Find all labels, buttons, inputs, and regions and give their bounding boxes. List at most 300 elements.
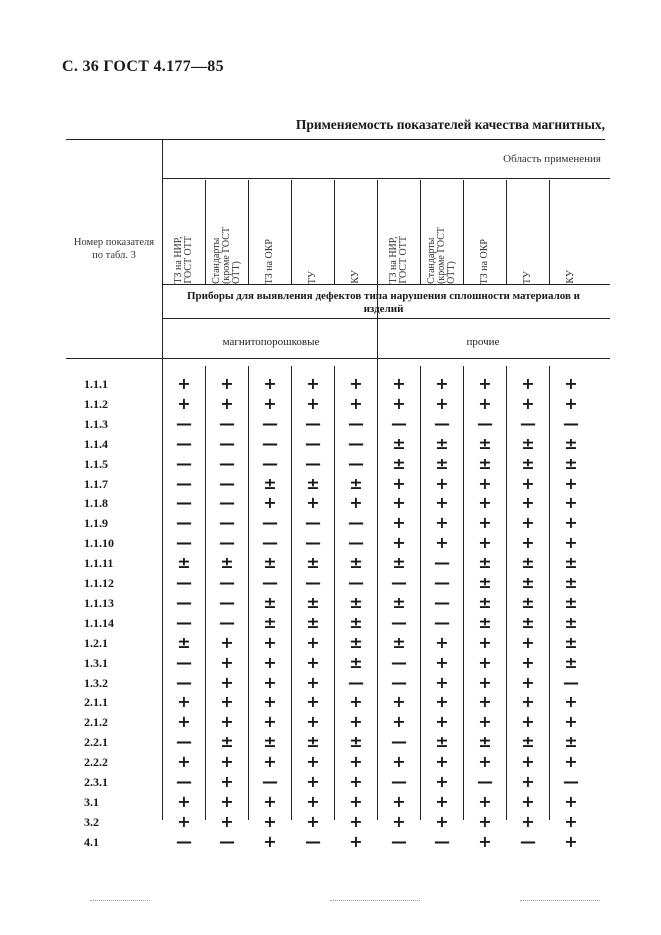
table-cell: ± <box>521 573 535 592</box>
grid-hline <box>66 358 610 359</box>
table-cell: + <box>263 712 277 732</box>
table-cell: + <box>263 393 277 413</box>
table-cell: + <box>478 513 492 533</box>
row-number: 1.1.4 <box>84 436 108 451</box>
table-cell: — <box>176 413 192 433</box>
table-cell: + <box>263 692 277 712</box>
table-cell: + <box>177 393 191 413</box>
table-cell: — <box>219 573 235 592</box>
row-number: 1.1.10 <box>84 536 114 551</box>
table-cell: + <box>564 473 578 493</box>
table-cell: + <box>220 632 234 652</box>
table-cell: + <box>521 712 535 732</box>
column-header-label: ТЗ на НИР, ГОСТ ОТТ <box>388 236 409 284</box>
table-cell: ± <box>521 433 535 453</box>
table-cell: + <box>521 473 535 493</box>
column-header-label: ТЗ на НИР, ГОСТ ОТТ <box>173 236 194 284</box>
table-cell: ± <box>564 632 578 652</box>
table-cell: + <box>521 692 535 712</box>
grid-vline <box>248 366 249 820</box>
table-cell: — <box>391 732 407 752</box>
table-cell: + <box>521 393 535 413</box>
table-cell: + <box>564 692 578 712</box>
table-cell: + <box>392 513 406 533</box>
table-cell: + <box>220 652 234 672</box>
table-cell: + <box>435 473 449 493</box>
table-cell: — <box>176 772 192 791</box>
table-cell: + <box>564 513 578 533</box>
table-cell: + <box>349 712 363 732</box>
scan-noise <box>90 900 150 902</box>
table-cell: + <box>564 493 578 513</box>
row-number: 2.1.1 <box>84 695 108 710</box>
table-cell: + <box>220 393 234 413</box>
table-cell: — <box>176 573 192 592</box>
table-cell: + <box>564 533 578 553</box>
column-header-label: ТЗ на ОКР <box>479 238 490 284</box>
table-cell: — <box>219 433 235 453</box>
table-cell: ± <box>564 652 578 672</box>
table-cell: ± <box>349 732 363 752</box>
table-cell: + <box>521 533 535 553</box>
table-cell: — <box>391 612 407 632</box>
row-number: 1.1.9 <box>84 516 108 531</box>
table-cell: + <box>392 712 406 732</box>
table-cell: — <box>348 533 364 553</box>
column-header-label: ТУ <box>522 270 533 284</box>
table-cell: + <box>177 752 191 772</box>
table-cell: + <box>349 791 363 811</box>
table-cell: + <box>478 672 492 692</box>
table-cell: — <box>219 533 235 553</box>
table-cell: + <box>564 393 578 413</box>
column-header <box>249 182 291 284</box>
table-cell: — <box>176 533 192 553</box>
column-header-label: Стандарты (кроме ГОСТ ОТТ) <box>211 227 242 284</box>
table-cell: + <box>435 791 449 811</box>
table-cell: ± <box>306 592 320 612</box>
table-cell: — <box>262 413 278 433</box>
column-header-label: ТУ <box>307 270 318 284</box>
table-cell: + <box>306 652 320 672</box>
table-cell: ± <box>435 732 449 752</box>
row-number: 1.1.13 <box>84 595 114 610</box>
table-cell: ± <box>564 433 578 453</box>
table-cell: ± <box>564 553 578 573</box>
table-cell: + <box>392 533 406 553</box>
table-cell: — <box>391 652 407 672</box>
table-cell: + <box>478 533 492 553</box>
table-cell: — <box>305 453 321 473</box>
table-cell: ± <box>349 553 363 573</box>
column-header <box>292 182 334 284</box>
table-cell: + <box>564 811 578 831</box>
table-cell: + <box>392 811 406 831</box>
table-cell: — <box>391 573 407 592</box>
row-number: 1.2.1 <box>84 635 108 650</box>
table-cell: + <box>263 374 277 393</box>
row-number: 1.1.7 <box>84 476 108 491</box>
table-cell: + <box>220 374 234 393</box>
table-cell: + <box>220 672 234 692</box>
table-cell: + <box>564 752 578 772</box>
row-number: 3.1 <box>84 794 99 809</box>
table-cell: + <box>478 692 492 712</box>
table-cell: — <box>219 612 235 632</box>
row-number: 1.1.3 <box>84 416 108 431</box>
table-cell: ± <box>349 473 363 493</box>
column-header <box>507 182 549 284</box>
table-cell: + <box>177 692 191 712</box>
table-cell: + <box>349 831 363 851</box>
table-cell: + <box>521 513 535 533</box>
table-cell: — <box>434 592 450 612</box>
table-cell: + <box>263 752 277 772</box>
table-cell: ± <box>263 592 277 612</box>
table-cell: + <box>521 632 535 652</box>
table-cell: + <box>564 791 578 811</box>
table-cell: + <box>478 791 492 811</box>
table-cell: + <box>521 752 535 772</box>
row-number: 2.2.2 <box>84 755 108 770</box>
column-header-label: Стандарты (кроме ГОСТ ОТТ) <box>426 227 457 284</box>
table-cell: + <box>177 712 191 732</box>
table-cell: — <box>219 413 235 433</box>
area-label: Область применения <box>503 153 601 165</box>
table-cell: — <box>348 672 364 692</box>
table-cell: + <box>392 473 406 493</box>
table-cell: — <box>176 473 192 493</box>
table-cell: + <box>220 811 234 831</box>
table-cell: — <box>391 831 407 851</box>
table-cell: + <box>478 632 492 652</box>
table-cell: — <box>305 533 321 553</box>
table-cell: ± <box>263 553 277 573</box>
table-cell: ± <box>349 612 363 632</box>
table-cell: + <box>435 692 449 712</box>
table-cell: — <box>262 573 278 592</box>
row-number: 1.1.8 <box>84 496 108 511</box>
table-cell: — <box>434 612 450 632</box>
table-cell: + <box>521 493 535 513</box>
row-number: 2.2.1 <box>84 735 108 750</box>
table-cell: + <box>478 473 492 493</box>
table-cell: + <box>220 692 234 712</box>
row-number: 1.1.11 <box>84 556 114 571</box>
table-cell: ± <box>521 732 535 752</box>
table-cell: — <box>348 413 364 433</box>
page-header: С. 36 ГОСТ 4.177—85 <box>62 58 224 75</box>
grid-vline <box>549 366 550 820</box>
table-cell: + <box>435 632 449 652</box>
table-cell: ± <box>478 553 492 573</box>
table-cell: ± <box>478 573 492 592</box>
table-cell: + <box>306 772 320 791</box>
table-cell: ± <box>306 553 320 573</box>
table-cell: — <box>219 493 235 513</box>
devices-title: Приборы для выявления дефектов типа нарушения сплошности материалов и изделий <box>186 290 581 315</box>
table-cell: + <box>564 712 578 732</box>
table-cell: + <box>478 493 492 513</box>
table-cell: + <box>521 652 535 672</box>
table-cell: ± <box>263 473 277 493</box>
table-cell: ± <box>392 592 406 612</box>
table-cell: + <box>220 791 234 811</box>
table-cell: + <box>521 811 535 831</box>
grid-vline <box>205 366 206 820</box>
grid-vline <box>463 366 464 820</box>
table-cell: — <box>176 433 192 453</box>
table-cell: + <box>349 493 363 513</box>
table-cell: — <box>176 732 192 752</box>
group-label-magnetic: магнитопорошковые <box>222 336 320 348</box>
table-cell: ± <box>478 433 492 453</box>
table-cell: + <box>349 692 363 712</box>
table-cell: — <box>176 831 192 851</box>
table-cell: + <box>392 374 406 393</box>
grid-vline <box>420 366 421 820</box>
table-cell: + <box>435 652 449 672</box>
table-cell: ± <box>349 632 363 652</box>
table-cell: — <box>305 433 321 453</box>
table-cell: ± <box>478 592 492 612</box>
table-cell: ± <box>478 612 492 632</box>
table-cell: + <box>220 712 234 732</box>
table-cell: — <box>305 573 321 592</box>
table-cell: + <box>478 652 492 672</box>
table-cell: + <box>263 652 277 672</box>
table-cell: — <box>176 592 192 612</box>
row-number: 1.1.14 <box>84 615 114 630</box>
grid-vline <box>334 366 335 820</box>
number-header: Номер показателя по табл. 3 <box>73 237 155 261</box>
table-cell: — <box>391 772 407 791</box>
table-cell: + <box>177 811 191 831</box>
table-cell: + <box>435 772 449 791</box>
table-cell: + <box>392 393 406 413</box>
table-cell: + <box>177 791 191 811</box>
table-cell: — <box>305 513 321 533</box>
table-cell: + <box>478 712 492 732</box>
table-cell: ± <box>521 553 535 573</box>
table-cell: — <box>348 453 364 473</box>
table-title: Применяемость показателей качества магнитных, <box>295 117 605 132</box>
table-cell: + <box>564 374 578 393</box>
table-cell: ± <box>435 433 449 453</box>
table-cell: + <box>263 791 277 811</box>
table-cell: + <box>306 672 320 692</box>
table-cell: + <box>306 712 320 732</box>
table-cell: — <box>262 772 278 791</box>
table-cell: ± <box>478 732 492 752</box>
table-cell: — <box>176 672 192 692</box>
table-cell: — <box>563 413 579 433</box>
table-cell: + <box>564 831 578 851</box>
table-cell: + <box>435 513 449 533</box>
table-cell: + <box>263 811 277 831</box>
table-cell: — <box>219 592 235 612</box>
table-cell: + <box>435 393 449 413</box>
table-cell: + <box>478 831 492 851</box>
table-cell: + <box>263 672 277 692</box>
table-cell: + <box>263 632 277 652</box>
table-cell: + <box>349 374 363 393</box>
table-cell: — <box>176 652 192 672</box>
table-cell: — <box>219 473 235 493</box>
table-cell: ± <box>220 553 234 573</box>
table-cell: + <box>478 752 492 772</box>
column-header-label: ТЗ на ОКР <box>264 238 275 284</box>
table-cell: ± <box>478 453 492 473</box>
table-cell: + <box>435 533 449 553</box>
row-number: 1.1.1 <box>84 377 108 391</box>
column-header <box>335 182 377 284</box>
column-header-label: КУ <box>565 270 576 284</box>
row-number: 2.1.2 <box>84 715 108 730</box>
table-cell: + <box>306 791 320 811</box>
table-cell: ± <box>263 732 277 752</box>
table-cell: + <box>478 393 492 413</box>
table-cell: + <box>521 791 535 811</box>
scan-noise <box>330 900 420 902</box>
table-cell: + <box>521 772 535 791</box>
table-cell: — <box>176 493 192 513</box>
table-cell: + <box>392 692 406 712</box>
row-number: 1.1.12 <box>84 576 114 590</box>
table-cell: — <box>391 672 407 692</box>
grid-hline <box>162 318 610 319</box>
table-cell: ± <box>564 612 578 632</box>
row-number: 4.1 <box>84 834 99 849</box>
table-cell: + <box>349 811 363 831</box>
table-cell: + <box>306 374 320 393</box>
grid-hline <box>162 178 610 179</box>
table-cell: — <box>434 553 450 573</box>
table-cell: — <box>520 413 536 433</box>
table-cell: — <box>219 831 235 851</box>
table-cell: — <box>262 433 278 453</box>
table-cell: + <box>306 632 320 652</box>
column-header-label: КУ <box>350 270 361 284</box>
table-cell: + <box>349 752 363 772</box>
table-cell: + <box>220 772 234 791</box>
row-number: 3.2 <box>84 814 99 829</box>
group-label-other: прочие <box>466 336 500 348</box>
column-header <box>163 182 205 284</box>
table-cell: + <box>349 772 363 791</box>
table-cell: + <box>306 752 320 772</box>
table-cell: + <box>263 493 277 513</box>
table-cell: ± <box>349 592 363 612</box>
table-cell: ± <box>392 453 406 473</box>
scan-noise <box>520 900 600 902</box>
table-cell: + <box>435 672 449 692</box>
table-cell: + <box>521 374 535 393</box>
table-cell: + <box>478 811 492 831</box>
table-cell: ± <box>564 732 578 752</box>
table-cell: ± <box>521 612 535 632</box>
table-cell: — <box>348 433 364 453</box>
table-cell: + <box>478 374 492 393</box>
table-cell: + <box>263 831 277 851</box>
table-cell: + <box>392 791 406 811</box>
table-cell: + <box>435 374 449 393</box>
table-cell: — <box>477 413 493 433</box>
table-cell: — <box>434 413 450 433</box>
table-cell: ± <box>521 453 535 473</box>
grid-vline <box>506 366 507 820</box>
table-cell: ± <box>177 632 191 652</box>
table-cell: + <box>435 752 449 772</box>
table-cell: + <box>306 393 320 413</box>
table-cell: ± <box>564 592 578 612</box>
table-cell: ± <box>392 553 406 573</box>
table-cell: + <box>349 393 363 413</box>
table-cell: — <box>305 831 321 851</box>
table-cell: ± <box>564 573 578 592</box>
table-cell: — <box>176 612 192 632</box>
row-number: 1.1.2 <box>84 396 108 411</box>
row-number: 1.3.1 <box>84 655 108 670</box>
table-cell: ± <box>564 453 578 473</box>
table-cell: ± <box>392 632 406 652</box>
table-cell: ± <box>177 553 191 573</box>
table-cell: — <box>176 513 192 533</box>
table-cell: — <box>176 453 192 473</box>
table-cell: ± <box>306 473 320 493</box>
table-cell: + <box>177 374 191 393</box>
table-cell: — <box>219 513 235 533</box>
top-rule <box>66 139 605 140</box>
table-cell: + <box>392 752 406 772</box>
column-header <box>550 182 592 284</box>
table-cell: ± <box>435 453 449 473</box>
grid-vline <box>291 366 292 820</box>
table-cell: ± <box>521 592 535 612</box>
table-cell: ± <box>306 732 320 752</box>
grid-hline <box>162 284 610 285</box>
table-cell: ± <box>392 433 406 453</box>
column-header <box>206 182 248 284</box>
table-cell: — <box>434 831 450 851</box>
table-cell: — <box>520 831 536 851</box>
table-cell: + <box>306 811 320 831</box>
table-cell: — <box>434 573 450 592</box>
table-cell: ± <box>306 612 320 632</box>
table-cell: ± <box>263 612 277 632</box>
row-number: 1.3.2 <box>84 675 108 690</box>
table-cell: + <box>392 493 406 513</box>
column-header <box>464 182 506 284</box>
table-cell: — <box>563 672 579 692</box>
table-cell: ± <box>220 732 234 752</box>
table-cell: — <box>262 453 278 473</box>
table-cell: ± <box>349 652 363 672</box>
table-cell: — <box>477 772 493 791</box>
column-header <box>378 182 420 284</box>
table-cell: + <box>220 752 234 772</box>
table-cell: + <box>435 811 449 831</box>
row-number: 1.1.5 <box>84 456 108 471</box>
table-cell: — <box>391 413 407 433</box>
table-cell: + <box>521 672 535 692</box>
table-cell: — <box>348 513 364 533</box>
table-cell: + <box>435 712 449 732</box>
table-cell: + <box>306 692 320 712</box>
table-cell: + <box>306 493 320 513</box>
table-cell: — <box>563 772 579 791</box>
table-cell: — <box>305 413 321 433</box>
